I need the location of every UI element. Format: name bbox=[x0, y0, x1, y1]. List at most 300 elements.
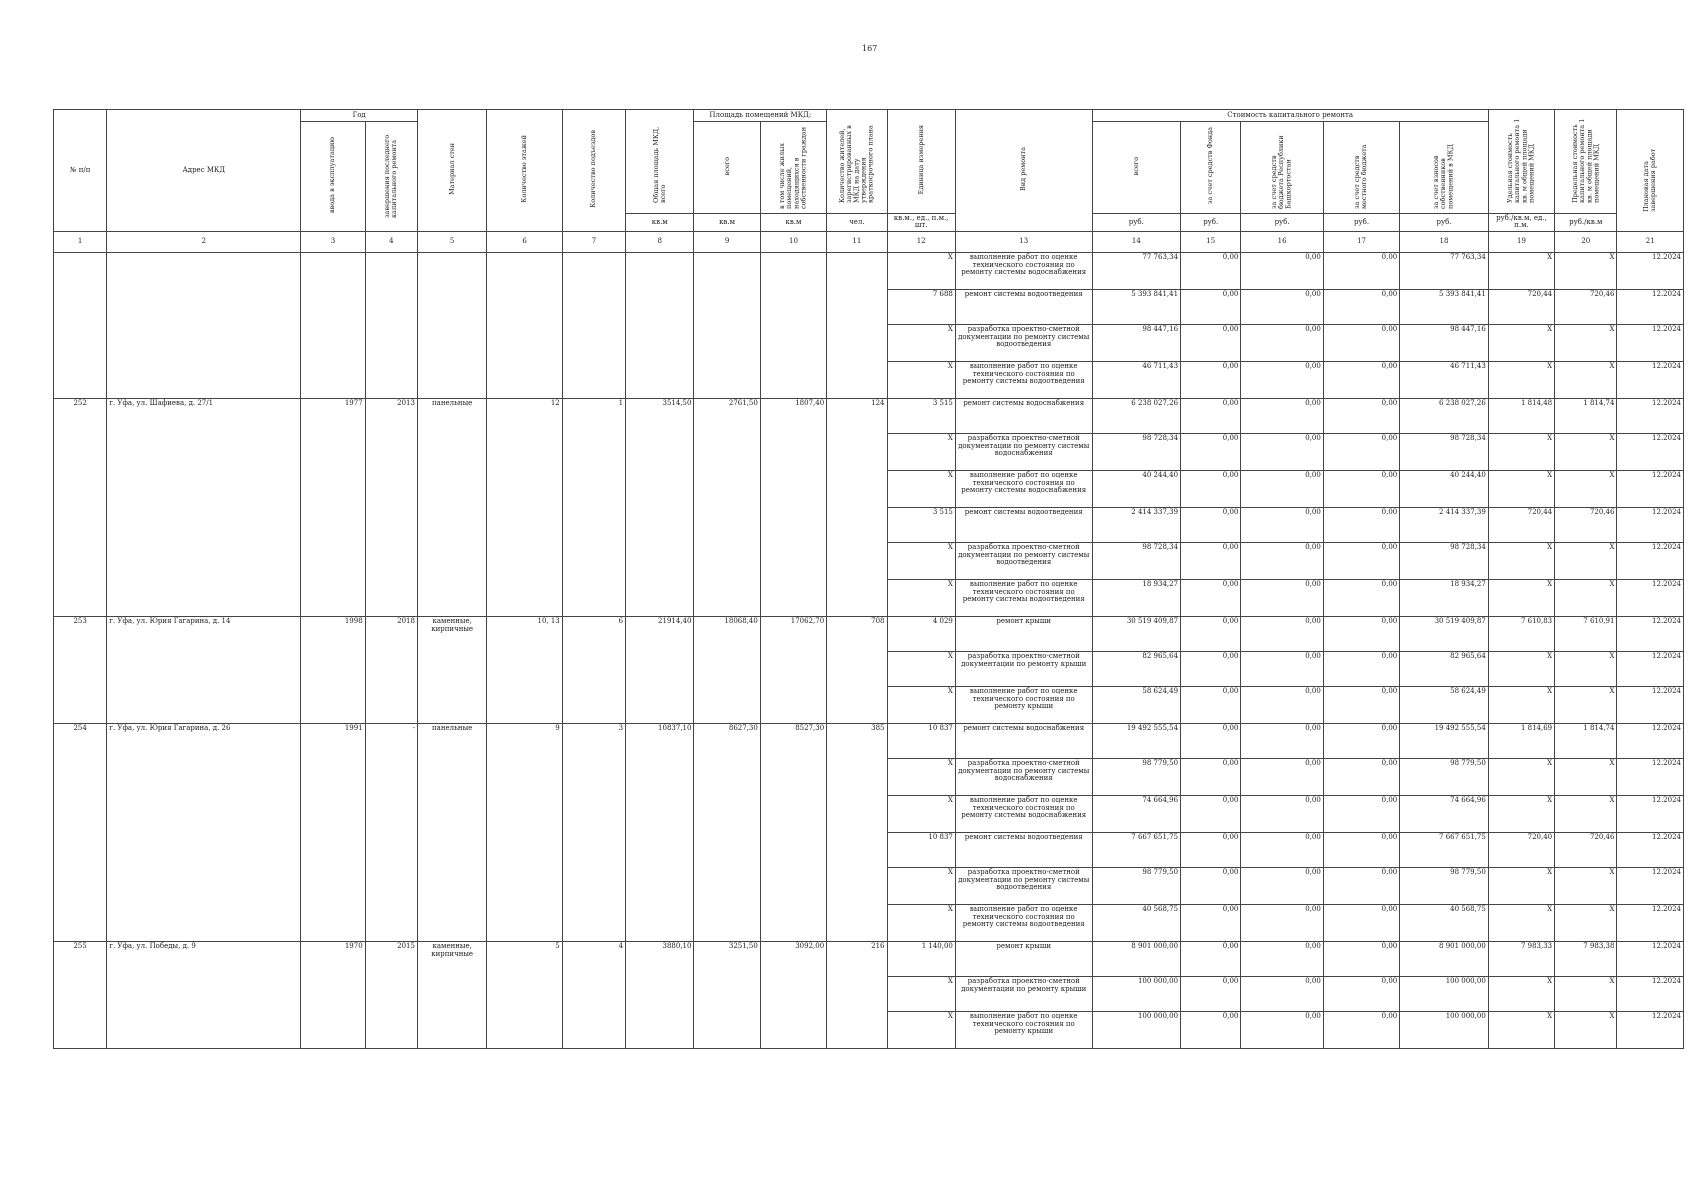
work-unit: X bbox=[887, 325, 955, 362]
unit-residents: чел. bbox=[827, 213, 887, 231]
work-date: 12.2024 bbox=[1617, 325, 1684, 362]
work-cost-rb: 0,00 bbox=[1241, 724, 1323, 759]
work-cost-rb: 0,00 bbox=[1241, 759, 1323, 796]
hdr-limit-cost: Предельная стоимость капитального ремонта 1 кв. м общей площади помещений МКД bbox=[1555, 110, 1617, 214]
work-unit: 10 837 bbox=[887, 833, 955, 868]
hdr-unit: Единица измерения bbox=[887, 110, 955, 214]
column-number: 1 bbox=[54, 232, 107, 253]
work-limit-cost: X bbox=[1555, 796, 1617, 833]
work-specific-cost: X bbox=[1488, 977, 1554, 1012]
column-number: 17 bbox=[1323, 232, 1399, 253]
unit-cost-fund: руб. bbox=[1181, 213, 1241, 231]
work-cost-fund: 0,00 bbox=[1181, 1012, 1241, 1049]
work-date: 12.2024 bbox=[1617, 253, 1684, 290]
work-cost-fund: 0,00 bbox=[1181, 833, 1241, 868]
work-specific-cost: X bbox=[1488, 434, 1554, 471]
unit-area-total: кв.м bbox=[626, 213, 694, 231]
house-address: г. Уфа, ул. Шафиева, д. 27/1 bbox=[107, 399, 301, 617]
work-cost-total: 77 763,34 bbox=[1092, 253, 1180, 290]
unit-unit: кв.м., ед., п.м., шт. bbox=[887, 213, 955, 231]
work-cost-total: 40 568,75 bbox=[1092, 905, 1180, 942]
work-limit-cost: 1 814,74 bbox=[1555, 724, 1617, 759]
work-limit-cost: X bbox=[1555, 580, 1617, 617]
unit-rooms-total: кв.м bbox=[694, 213, 760, 231]
work-date: 12.2024 bbox=[1617, 796, 1684, 833]
work-cost-owners: 58 624,49 bbox=[1400, 687, 1489, 724]
work-date: 12.2024 bbox=[1617, 868, 1684, 905]
work-cost-owners: 77 763,34 bbox=[1400, 253, 1489, 290]
house-entrances: 4 bbox=[562, 942, 625, 1049]
work-specific-cost: 720,44 bbox=[1488, 290, 1554, 325]
column-number: 11 bbox=[827, 232, 887, 253]
work-specific-cost: X bbox=[1488, 759, 1554, 796]
work-cost-owners: 19 492 555,54 bbox=[1400, 724, 1489, 759]
work-specific-cost: X bbox=[1488, 687, 1554, 724]
work-limit-cost: X bbox=[1555, 687, 1617, 724]
work-cost-local: 0,00 bbox=[1323, 543, 1399, 580]
work-specific-cost: 7 610,83 bbox=[1488, 617, 1554, 652]
work-type: ремонт системы водоотведения bbox=[955, 508, 1092, 543]
work-cost-total: 74 664,96 bbox=[1092, 796, 1180, 833]
house-address: г. Уфа, ул. Юрия Гагарина, д. 26 bbox=[107, 724, 301, 942]
work-unit: X bbox=[887, 580, 955, 617]
work-cost-rb: 0,00 bbox=[1241, 508, 1323, 543]
work-type: выполнение работ по оценке технического состояния по ремонту системы водоотведения bbox=[955, 362, 1092, 399]
column-number: 13 bbox=[955, 232, 1092, 253]
work-cost-rb: 0,00 bbox=[1241, 942, 1323, 977]
work-unit: X bbox=[887, 253, 955, 290]
work-limit-cost: 720,46 bbox=[1555, 833, 1617, 868]
work-cost-rb: 0,00 bbox=[1241, 687, 1323, 724]
house-rooms-private: 1807,40 bbox=[760, 399, 826, 617]
work-date: 12.2024 bbox=[1617, 399, 1684, 434]
work-specific-cost: X bbox=[1488, 652, 1554, 687]
house-address: г. Уфа, ул. Юрия Гагарина, д. 14 bbox=[107, 617, 301, 724]
hdr-cost-local: за счет средств местного бюджета bbox=[1323, 122, 1399, 214]
house-floors: 9 bbox=[487, 724, 562, 942]
repair-plan-table bbox=[53, 109, 1684, 1049]
work-specific-cost: X bbox=[1488, 471, 1554, 508]
house-walls: панельные bbox=[417, 399, 486, 617]
hdr-cost-group: Стоимость капитального ремонта bbox=[1092, 110, 1488, 122]
house-area-total: 10837,10 bbox=[626, 724, 694, 942]
work-unit: X bbox=[887, 652, 955, 687]
work-cost-local: 0,00 bbox=[1323, 868, 1399, 905]
work-cost-fund: 0,00 bbox=[1181, 759, 1241, 796]
work-cost-local: 0,00 bbox=[1323, 905, 1399, 942]
work-cost-fund: 0,00 bbox=[1181, 434, 1241, 471]
house-entrances: 1 bbox=[562, 399, 625, 617]
work-limit-cost: X bbox=[1555, 362, 1617, 399]
work-cost-local: 0,00 bbox=[1323, 687, 1399, 724]
work-unit: X bbox=[887, 362, 955, 399]
work-date: 12.2024 bbox=[1617, 508, 1684, 543]
work-cost-fund: 0,00 bbox=[1181, 471, 1241, 508]
house-rooms-private: 8527,30 bbox=[760, 724, 826, 942]
house-entrances: 3 bbox=[562, 724, 625, 942]
work-limit-cost: 7 610,91 bbox=[1555, 617, 1617, 652]
work-type: разработка проектно-сметной документации по ремонту системы водоотведения bbox=[955, 543, 1092, 580]
column-numbers-row bbox=[54, 232, 1684, 253]
work-specific-cost: X bbox=[1488, 253, 1554, 290]
work-cost-total: 100 000,00 bbox=[1092, 977, 1180, 1012]
column-number: 7 bbox=[562, 232, 625, 253]
work-unit: X bbox=[887, 759, 955, 796]
work-cost-rb: 0,00 bbox=[1241, 796, 1323, 833]
empty-cell bbox=[54, 253, 107, 399]
work-cost-total: 2 414 337,39 bbox=[1092, 508, 1180, 543]
hdr-cost-rb: за счет средств бюджета Республики Башкортостан bbox=[1241, 122, 1323, 214]
work-cost-total: 98 728,34 bbox=[1092, 543, 1180, 580]
work-date: 12.2024 bbox=[1617, 833, 1684, 868]
work-specific-cost: X bbox=[1488, 580, 1554, 617]
house-area-total: 3514,50 bbox=[626, 399, 694, 617]
work-cost-fund: 0,00 bbox=[1181, 362, 1241, 399]
work-cost-fund: 0,00 bbox=[1181, 652, 1241, 687]
work-specific-cost: 7 983,33 bbox=[1488, 942, 1554, 977]
work-cost-total: 8 901 000,00 bbox=[1092, 942, 1180, 977]
work-cost-local: 0,00 bbox=[1323, 977, 1399, 1012]
house-rooms-total: 3251,50 bbox=[694, 942, 760, 1049]
work-limit-cost: X bbox=[1555, 1012, 1617, 1049]
work-limit-cost: 7 983,38 bbox=[1555, 942, 1617, 977]
work-cost-owners: 74 664,96 bbox=[1400, 796, 1489, 833]
work-cost-total: 19 492 555,54 bbox=[1092, 724, 1180, 759]
column-number: 14 bbox=[1092, 232, 1180, 253]
work-cost-owners: 100 000,00 bbox=[1400, 977, 1489, 1012]
work-type: ремонт системы водоснабжения bbox=[955, 399, 1092, 434]
work-specific-cost: X bbox=[1488, 905, 1554, 942]
work-cost-total: 100 000,00 bbox=[1092, 1012, 1180, 1049]
work-cost-fund: 0,00 bbox=[1181, 508, 1241, 543]
hdr-entrances: Количество подъездов bbox=[562, 110, 625, 232]
work-date: 12.2024 bbox=[1617, 543, 1684, 580]
work-type: выполнение работ по оценке технического состояния по ремонту системы водоснабжения bbox=[955, 471, 1092, 508]
work-unit: 1 140,00 bbox=[887, 942, 955, 977]
work-unit: X bbox=[887, 434, 955, 471]
house-floors: 10, 13 bbox=[487, 617, 562, 724]
work-cost-owners: 30 519 409,87 bbox=[1400, 617, 1489, 652]
work-cost-fund: 0,00 bbox=[1181, 796, 1241, 833]
house-floors: 12 bbox=[487, 399, 562, 617]
work-unit: X bbox=[887, 687, 955, 724]
work-type: разработка проектно-сметной документации по ремонту крыши bbox=[955, 652, 1092, 687]
work-unit: X bbox=[887, 905, 955, 942]
work-cost-rb: 0,00 bbox=[1241, 253, 1323, 290]
work-limit-cost: X bbox=[1555, 471, 1617, 508]
work-cost-total: 7 667 651,75 bbox=[1092, 833, 1180, 868]
work-cost-rb: 0,00 bbox=[1241, 652, 1323, 687]
hdr-address: Адрес МКД bbox=[107, 110, 301, 232]
house-number: 252 bbox=[54, 399, 107, 617]
work-cost-fund: 0,00 bbox=[1181, 868, 1241, 905]
work-cost-fund: 0,00 bbox=[1181, 617, 1241, 652]
work-cost-owners: 46 711,43 bbox=[1400, 362, 1489, 399]
work-cost-rb: 0,00 bbox=[1241, 1012, 1323, 1049]
empty-cell bbox=[487, 253, 562, 399]
work-cost-local: 0,00 bbox=[1323, 942, 1399, 977]
work-type: разработка проектно-сметной документации по ремонту системы водоотведения bbox=[955, 868, 1092, 905]
work-specific-cost: X bbox=[1488, 362, 1554, 399]
work-date: 12.2024 bbox=[1617, 1012, 1684, 1049]
house-rooms-total: 8627,30 bbox=[694, 724, 760, 942]
hdr-cost-fund: за счет средств Фонда bbox=[1181, 122, 1241, 214]
work-date: 12.2024 bbox=[1617, 580, 1684, 617]
hdr-num: № п/п bbox=[54, 110, 107, 232]
column-number: 8 bbox=[626, 232, 694, 253]
empty-cell bbox=[417, 253, 486, 399]
work-cost-total: 98 728,34 bbox=[1092, 434, 1180, 471]
work-unit: 10 837 bbox=[887, 724, 955, 759]
work-type: ремонт крыши bbox=[955, 942, 1092, 977]
work-cost-fund: 0,00 bbox=[1181, 905, 1241, 942]
column-number: 3 bbox=[301, 232, 365, 253]
work-limit-cost: X bbox=[1555, 759, 1617, 796]
work-cost-owners: 7 667 651,75 bbox=[1400, 833, 1489, 868]
house-number: 254 bbox=[54, 724, 107, 942]
house-built: 1991 bbox=[301, 724, 365, 942]
column-number: 16 bbox=[1241, 232, 1323, 253]
work-unit: 3 515 bbox=[887, 508, 955, 543]
work-limit-cost: X bbox=[1555, 253, 1617, 290]
column-number: 10 bbox=[760, 232, 826, 253]
house-last-repair: 2015 bbox=[365, 942, 417, 1049]
work-cost-total: 46 711,43 bbox=[1092, 362, 1180, 399]
work-cost-owners: 98 728,34 bbox=[1400, 543, 1489, 580]
work-specific-cost: X bbox=[1488, 868, 1554, 905]
work-cost-owners: 98 447,16 bbox=[1400, 325, 1489, 362]
work-cost-fund: 0,00 bbox=[1181, 977, 1241, 1012]
work-date: 12.2024 bbox=[1617, 471, 1684, 508]
work-limit-cost: 720,46 bbox=[1555, 290, 1617, 325]
work-cost-local: 0,00 bbox=[1323, 796, 1399, 833]
work-cost-fund: 0,00 bbox=[1181, 290, 1241, 325]
work-unit: X bbox=[887, 1012, 955, 1049]
work-date: 12.2024 bbox=[1617, 362, 1684, 399]
work-specific-cost: X bbox=[1488, 325, 1554, 362]
work-unit: X bbox=[887, 796, 955, 833]
work-cost-rb: 0,00 bbox=[1241, 290, 1323, 325]
work-date: 12.2024 bbox=[1617, 290, 1684, 325]
hdr-cost-owners: за счет взносов собственников помещений в МКД bbox=[1400, 122, 1489, 214]
work-cost-rb: 0,00 bbox=[1241, 325, 1323, 362]
work-cost-rb: 0,00 bbox=[1241, 905, 1323, 942]
work-date: 12.2024 bbox=[1617, 977, 1684, 1012]
work-cost-owners: 98 728,34 bbox=[1400, 434, 1489, 471]
work-date: 12.2024 bbox=[1617, 617, 1684, 652]
house-last-repair: 2013 bbox=[365, 399, 417, 617]
hdr-year-group: Год bbox=[301, 110, 418, 122]
work-specific-cost: 1 814,69 bbox=[1488, 724, 1554, 759]
unit-cost-local: руб. bbox=[1323, 213, 1399, 231]
work-unit: X bbox=[887, 471, 955, 508]
work-cost-fund: 0,00 bbox=[1181, 580, 1241, 617]
work-cost-owners: 18 934,27 bbox=[1400, 580, 1489, 617]
work-date: 12.2024 bbox=[1617, 434, 1684, 471]
work-limit-cost: X bbox=[1555, 868, 1617, 905]
column-number: 19 bbox=[1488, 232, 1554, 253]
house-built: 1998 bbox=[301, 617, 365, 724]
work-date: 12.2024 bbox=[1617, 724, 1684, 759]
hdr-type: Вид ремонта bbox=[955, 110, 1092, 232]
work-type: выполнение работ по оценке технического состояния по ремонту крыши bbox=[955, 687, 1092, 724]
work-type: разработка проектно-сметной документации по ремонту системы водоотведения bbox=[955, 325, 1092, 362]
house-number: 253 bbox=[54, 617, 107, 724]
column-number: 6 bbox=[487, 232, 562, 253]
hdr-last-repair: завершения последнего капитального ремонта bbox=[365, 122, 417, 232]
column-number: 12 bbox=[887, 232, 955, 253]
table-row bbox=[54, 724, 1684, 759]
work-specific-cost: X bbox=[1488, 1012, 1554, 1049]
work-cost-rb: 0,00 bbox=[1241, 543, 1323, 580]
column-number: 21 bbox=[1617, 232, 1684, 253]
work-type: ремонт системы водоотведения bbox=[955, 290, 1092, 325]
work-cost-local: 0,00 bbox=[1323, 1012, 1399, 1049]
work-unit: X bbox=[887, 868, 955, 905]
unit-cost-rb: руб. bbox=[1241, 213, 1323, 231]
hdr-area-total: Общая площадь МКД, всего bbox=[626, 110, 694, 214]
work-specific-cost: X bbox=[1488, 796, 1554, 833]
column-number: 15 bbox=[1181, 232, 1241, 253]
work-date: 12.2024 bbox=[1617, 905, 1684, 942]
work-cost-fund: 0,00 bbox=[1181, 724, 1241, 759]
hdr-rooms-total: всего bbox=[694, 122, 760, 214]
work-cost-rb: 0,00 bbox=[1241, 471, 1323, 508]
work-date: 12.2024 bbox=[1617, 759, 1684, 796]
work-type: выполнение работ по оценке технического состояния по ремонту системы водоснабжения bbox=[955, 253, 1092, 290]
work-cost-rb: 0,00 bbox=[1241, 868, 1323, 905]
hdr-residents: Количество жителей, зарегистрированных в МКД на дату утверждения краткосрочного плана bbox=[827, 110, 887, 214]
work-cost-owners: 2 414 337,39 bbox=[1400, 508, 1489, 543]
work-cost-local: 0,00 bbox=[1323, 508, 1399, 543]
house-built: 1970 bbox=[301, 942, 365, 1049]
house-number: 255 bbox=[54, 942, 107, 1049]
work-cost-local: 0,00 bbox=[1323, 362, 1399, 399]
empty-cell bbox=[365, 253, 417, 399]
work-date: 12.2024 bbox=[1617, 942, 1684, 977]
hdr-walls: Материал стен bbox=[417, 110, 486, 232]
house-last-repair: 2018 bbox=[365, 617, 417, 724]
work-cost-local: 0,00 bbox=[1323, 617, 1399, 652]
work-cost-total: 98 779,50 bbox=[1092, 759, 1180, 796]
work-cost-local: 0,00 bbox=[1323, 652, 1399, 687]
work-cost-owners: 100 000,00 bbox=[1400, 1012, 1489, 1049]
work-specific-cost: 1 814,48 bbox=[1488, 399, 1554, 434]
unit-cost-total: руб. bbox=[1092, 213, 1180, 231]
work-cost-local: 0,00 bbox=[1323, 434, 1399, 471]
work-type: выполнение работ по оценке технического состояния по ремонту системы водоснабжения bbox=[955, 796, 1092, 833]
work-cost-owners: 98 779,50 bbox=[1400, 868, 1489, 905]
table-header bbox=[54, 110, 1684, 253]
house-rooms-total: 2761,50 bbox=[694, 399, 760, 617]
work-cost-fund: 0,00 bbox=[1181, 399, 1241, 434]
work-cost-total: 18 934,27 bbox=[1092, 580, 1180, 617]
work-limit-cost: X bbox=[1555, 977, 1617, 1012]
work-cost-total: 40 244,40 bbox=[1092, 471, 1180, 508]
work-cost-rb: 0,00 bbox=[1241, 362, 1323, 399]
hdr-date: Плановая дата завершения работ bbox=[1617, 110, 1684, 232]
work-cost-total: 58 624,49 bbox=[1092, 687, 1180, 724]
hdr-floors: Количество этажей bbox=[487, 110, 562, 232]
house-residents: 124 bbox=[827, 399, 887, 617]
column-number: 4 bbox=[365, 232, 417, 253]
house-last-repair: - bbox=[365, 724, 417, 942]
empty-cell bbox=[626, 253, 694, 399]
work-cost-fund: 0,00 bbox=[1181, 687, 1241, 724]
work-cost-owners: 6 238 027,26 bbox=[1400, 399, 1489, 434]
work-cost-total: 98 447,16 bbox=[1092, 325, 1180, 362]
unit-specific: руб./кв.м, ед., п.м. bbox=[1488, 213, 1554, 231]
hdr-specific-cost: Удельная стоимость капитального ремонта 1 кв. м общей площади помещений МКД bbox=[1488, 110, 1554, 214]
work-type: ремонт системы водоотведения bbox=[955, 833, 1092, 868]
work-limit-cost: 1 814,74 bbox=[1555, 399, 1617, 434]
work-cost-local: 0,00 bbox=[1323, 253, 1399, 290]
work-cost-local: 0,00 bbox=[1323, 471, 1399, 508]
work-cost-owners: 98 779,50 bbox=[1400, 759, 1489, 796]
hdr-area-group: Площадь помещений МКД: bbox=[694, 110, 827, 122]
unit-limit: руб./кв.м bbox=[1555, 213, 1617, 231]
column-number: 20 bbox=[1555, 232, 1617, 253]
work-cost-total: 30 519 409,87 bbox=[1092, 617, 1180, 652]
work-unit: 4 029 bbox=[887, 617, 955, 652]
work-cost-rb: 0,00 bbox=[1241, 833, 1323, 868]
table-body bbox=[54, 253, 1684, 1049]
house-residents: 385 bbox=[827, 724, 887, 942]
work-specific-cost: X bbox=[1488, 543, 1554, 580]
house-walls: панельные bbox=[417, 724, 486, 942]
unit-cost-owners: руб. bbox=[1400, 213, 1489, 231]
work-unit: X bbox=[887, 543, 955, 580]
work-cost-owners: 5 393 841,41 bbox=[1400, 290, 1489, 325]
empty-cell bbox=[562, 253, 625, 399]
house-area-total: 3880,10 bbox=[626, 942, 694, 1049]
work-type: ремонт крыши bbox=[955, 617, 1092, 652]
work-cost-local: 0,00 bbox=[1323, 580, 1399, 617]
work-cost-local: 0,00 bbox=[1323, 759, 1399, 796]
work-cost-total: 98 779,50 bbox=[1092, 868, 1180, 905]
work-cost-rb: 0,00 bbox=[1241, 617, 1323, 652]
empty-cell bbox=[301, 253, 365, 399]
work-unit: 3 515 bbox=[887, 399, 955, 434]
work-specific-cost: 720,40 bbox=[1488, 833, 1554, 868]
work-unit: X bbox=[887, 977, 955, 1012]
work-limit-cost: X bbox=[1555, 543, 1617, 580]
house-residents: 216 bbox=[827, 942, 887, 1049]
work-date: 12.2024 bbox=[1617, 652, 1684, 687]
work-cost-total: 82 965,64 bbox=[1092, 652, 1180, 687]
empty-cell bbox=[827, 253, 887, 399]
house-rooms-total: 18068,40 bbox=[694, 617, 760, 724]
work-cost-local: 0,00 bbox=[1323, 290, 1399, 325]
column-number: 5 bbox=[417, 232, 486, 253]
work-limit-cost: X bbox=[1555, 434, 1617, 471]
table-row bbox=[54, 253, 1684, 290]
work-limit-cost: X bbox=[1555, 652, 1617, 687]
hdr-cost-total: всего bbox=[1092, 122, 1180, 214]
work-cost-fund: 0,00 bbox=[1181, 325, 1241, 362]
work-specific-cost: 720,44 bbox=[1488, 508, 1554, 543]
work-cost-local: 0,00 bbox=[1323, 724, 1399, 759]
work-type: разработка проектно-сметной документации по ремонту системы водоснабжения bbox=[955, 759, 1092, 796]
table-row bbox=[54, 942, 1684, 977]
column-number: 9 bbox=[694, 232, 760, 253]
work-cost-owners: 40 244,40 bbox=[1400, 471, 1489, 508]
work-unit: 7 688 bbox=[887, 290, 955, 325]
work-cost-owners: 82 965,64 bbox=[1400, 652, 1489, 687]
page-number: 167 bbox=[862, 44, 878, 53]
work-cost-rb: 0,00 bbox=[1241, 434, 1323, 471]
house-walls: каменные, кирпичные bbox=[417, 942, 486, 1049]
